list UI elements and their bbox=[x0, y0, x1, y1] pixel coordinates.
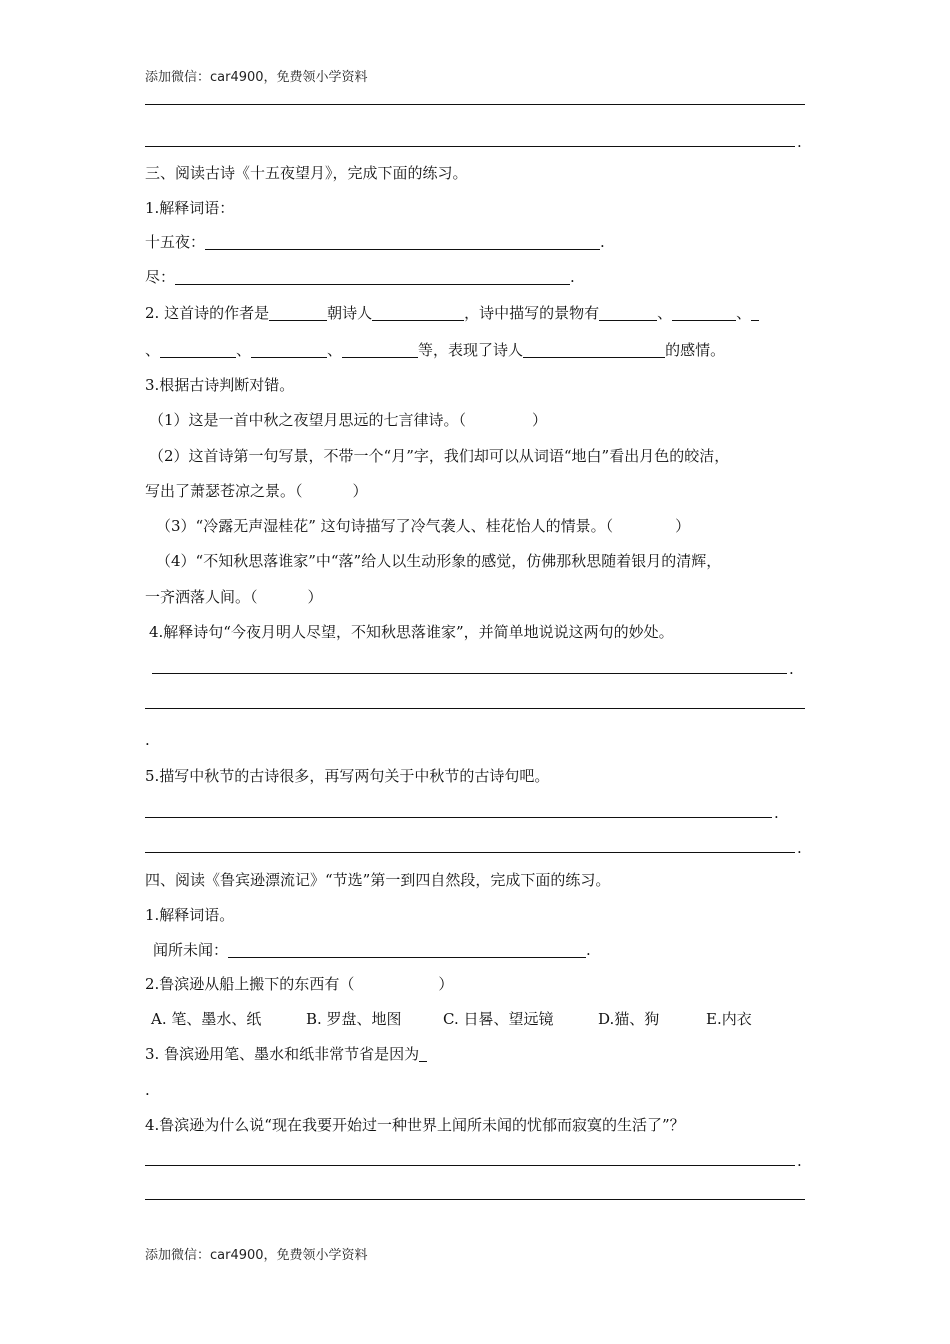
answer-line[interactable] bbox=[145, 852, 795, 853]
answer-blank[interactable] bbox=[419, 1045, 427, 1062]
question-label: 4.鲁滨逊为什么说“现在我要开始过一种世界上闻所未闻的忧郁而寂寞的生活了”？ bbox=[145, 1116, 685, 1134]
judge-item bbox=[145, 587, 323, 607]
fill-row bbox=[145, 340, 725, 360]
scenery-blank[interactable] bbox=[342, 341, 418, 358]
question-text: 3. 鲁滨逊用笔、墨水和纸非常节省是因为 bbox=[145, 1045, 420, 1063]
question-text: 朝诗人 bbox=[327, 304, 373, 322]
judge-text: （3）“冷露无声湿桂花” 这句诗描写了冷气袭人、桂花怡人的情景。（ bbox=[156, 517, 614, 535]
scenery-blank[interactable] bbox=[751, 304, 759, 321]
line-period: . bbox=[797, 1152, 802, 1170]
paren-close: ） bbox=[532, 411, 548, 429]
separator: 、 bbox=[736, 304, 752, 322]
author-dynasty-blank[interactable] bbox=[269, 304, 327, 321]
feeling-blank[interactable] bbox=[523, 341, 665, 358]
section-title: 四、阅读《鲁宾逊漂流记》“节选”第一到四自然段，完成下面的练习。 bbox=[145, 871, 611, 889]
separator: 、 bbox=[657, 304, 673, 322]
choice-option-d[interactable]: D.猫、狗 bbox=[598, 1010, 660, 1028]
judge-text: （2）这首诗第一句写景，不带一个“月”字，我们却可以从词语“地白”看出月色的皎洁， bbox=[149, 447, 730, 465]
term-row bbox=[145, 232, 605, 252]
answer-line[interactable] bbox=[145, 817, 772, 818]
judge-text: （4）“不知秋思落谁家”中“落”给人以生动形象的感觉，仿佛那秋思随着银月的清辉， bbox=[156, 552, 722, 570]
paren-close: ） bbox=[352, 482, 368, 500]
question-label: 3.根据古诗判断对错。 bbox=[145, 376, 295, 394]
question-label: 5.描写中秋节的古诗很多，再写两句关于中秋节的古诗句吧。 bbox=[145, 767, 550, 785]
separator: 、 bbox=[327, 341, 343, 359]
answer-line[interactable] bbox=[145, 708, 805, 709]
term-label: 十五夜： bbox=[145, 233, 206, 251]
question-text: ，诗中描写的景物有 bbox=[464, 304, 600, 322]
question-text: 2. 这首诗的作者是 bbox=[145, 304, 270, 322]
line-period: . bbox=[797, 839, 802, 857]
choice-question bbox=[145, 974, 453, 994]
question-label: 1.解释词语： bbox=[145, 199, 235, 217]
section-title: 三、阅读古诗《十五夜望月》，完成下面的练习。 bbox=[145, 164, 468, 182]
scenery-blank[interactable] bbox=[672, 304, 736, 321]
paren-close: ） bbox=[438, 975, 454, 993]
fill-row bbox=[145, 303, 759, 323]
author-name-blank[interactable] bbox=[372, 304, 464, 321]
line-period: . bbox=[600, 233, 605, 251]
answer-line[interactable] bbox=[145, 1165, 795, 1166]
line-period: . bbox=[586, 941, 591, 959]
question-text: 等，表现了诗人 bbox=[418, 341, 524, 359]
paren-close: ） bbox=[307, 588, 323, 606]
choice-option-c[interactable]: C. 日晷、望远镜 bbox=[443, 1010, 554, 1028]
judge-text: 一齐洒落人间。（ bbox=[145, 588, 258, 606]
line-period: . bbox=[774, 804, 779, 822]
term-row bbox=[145, 267, 575, 287]
answer-blank[interactable] bbox=[228, 941, 586, 958]
fill-row bbox=[145, 1044, 427, 1064]
question-text: 的感情。 bbox=[665, 341, 726, 359]
line-period: . bbox=[570, 268, 575, 286]
line-period: . bbox=[797, 133, 802, 151]
question-text: 2.鲁滨逊从船上搬下的东西有（ bbox=[145, 975, 355, 993]
judge-text: （1）这是一首中秋之夜望月思远的七言律诗。（ bbox=[149, 411, 467, 429]
paren-close: ） bbox=[675, 517, 691, 535]
answer-line[interactable] bbox=[152, 673, 787, 674]
question-label: 4.解释诗句“今夜月明人尽望，不知秋思落谁家”，并简单地说说这两句的妙处。 bbox=[149, 623, 674, 641]
judge-item bbox=[145, 481, 368, 501]
term-row bbox=[153, 940, 591, 960]
choice-option-e[interactable]: E.内衣 bbox=[706, 1010, 752, 1028]
page-footer: 添加微信：car4900，免费领小学资料 bbox=[145, 1248, 368, 1263]
term-label: 尽： bbox=[145, 268, 176, 286]
answer-line[interactable] bbox=[145, 104, 805, 105]
choice-option-b[interactable]: B. 罗盘、地图 bbox=[306, 1010, 402, 1028]
page-header: 添加微信：car4900，免费领小学资料 bbox=[145, 70, 368, 85]
scenery-blank[interactable] bbox=[160, 341, 236, 358]
line-period: . bbox=[145, 1081, 150, 1099]
judge-item bbox=[156, 516, 690, 536]
separator: 、 bbox=[236, 341, 252, 359]
answer-blank[interactable] bbox=[205, 233, 600, 250]
answer-line[interactable] bbox=[145, 1199, 805, 1200]
term-label: 闻所未闻： bbox=[153, 941, 229, 959]
scenery-blank[interactable] bbox=[251, 341, 327, 358]
separator: 、 bbox=[145, 341, 161, 359]
question-label: 1.解释词语。 bbox=[145, 906, 235, 924]
judge-text: 写出了萧瑟苍凉之景。（ bbox=[145, 482, 303, 500]
choice-option-a[interactable]: A. 笔、墨水、纸 bbox=[151, 1010, 262, 1028]
answer-line[interactable] bbox=[145, 146, 795, 147]
scenery-blank[interactable] bbox=[599, 304, 657, 321]
line-period: . bbox=[145, 731, 150, 749]
answer-blank[interactable] bbox=[175, 268, 570, 285]
line-period: . bbox=[789, 660, 794, 678]
judge-item bbox=[149, 410, 547, 430]
